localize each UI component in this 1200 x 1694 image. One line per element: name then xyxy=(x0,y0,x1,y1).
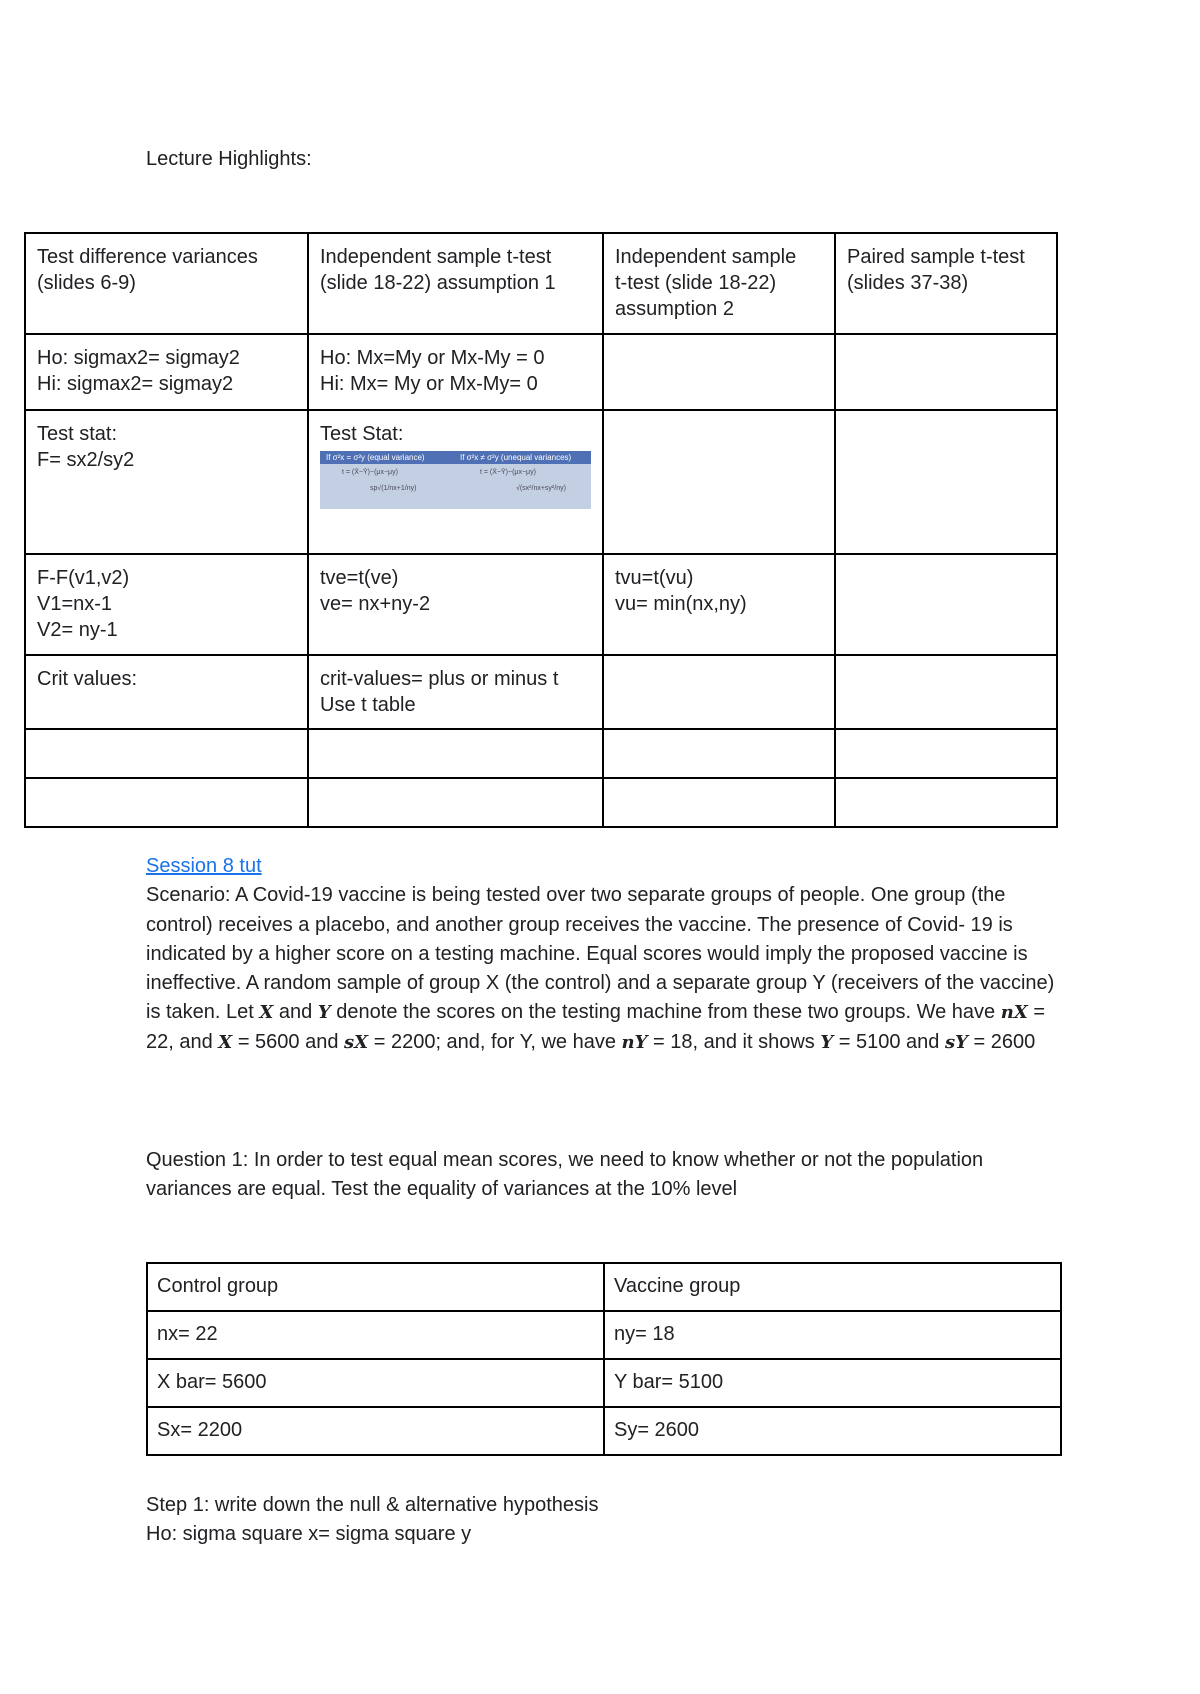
cell-line: F= sx2/sy2 xyxy=(37,449,135,471)
cell-line: vu= min(nx,ny) xyxy=(615,593,747,615)
math-var: Y xyxy=(820,1031,834,1053)
formula-image xyxy=(320,451,591,509)
math-var: X xyxy=(259,1002,274,1024)
formula-glyph: t = (X̄−Ȳ)−(μx−μy) xyxy=(480,469,536,476)
cell-line: Ho: Mx=My or Mx-My = 0 xyxy=(320,347,545,369)
step-1-block xyxy=(146,1491,598,1550)
table-cell xyxy=(835,655,1057,729)
table-row xyxy=(147,1407,1061,1455)
cell-line: (slides 37-38) xyxy=(847,272,969,294)
table-cell: Sx= 2200 xyxy=(147,1407,604,1455)
table-cell xyxy=(25,334,308,410)
cell-line: crit-values= plus or minus t xyxy=(320,668,559,690)
table-cell xyxy=(603,554,835,655)
table-cell: Sy= 2600 xyxy=(604,1407,1061,1455)
table-cell xyxy=(835,334,1057,410)
step-1-title: Step 1: write down the null & alternative hypothesis xyxy=(146,1494,599,1516)
scenario-text-part: and xyxy=(273,1001,318,1024)
cell-line: Test stat: xyxy=(37,423,118,445)
cell-line: t-test (slide 18-22) xyxy=(615,272,777,294)
table-row xyxy=(25,334,1057,410)
table-cell xyxy=(603,729,835,778)
cell-line: Hi: Mx= My or Mx-My= 0 xyxy=(320,373,538,395)
table-cell xyxy=(308,233,603,334)
scenario-text-part: Scenario: A Covid-19 vaccine is being tested over two separate groups of people. One group (the control) receives a placebo, and another group receives the vaccine. The presence of Covid- 19 is indicated by a higher score on a testing machine. Equal scores would imply the proposed vaccine is ineffective. A random sample of group X (the control) and a separate group Y (receivers of the vaccine) is taken. Let xyxy=(146,884,1055,1024)
table-cell: Vaccine group xyxy=(604,1263,1061,1311)
scenario-block xyxy=(146,852,1066,1057)
table-cell xyxy=(603,410,835,554)
cell-line: Crit values: xyxy=(37,668,138,690)
table-cell xyxy=(308,410,603,554)
step-1-null-hypothesis: Ho: sigma square x= sigma square y xyxy=(146,1523,472,1546)
table-cell: ny= 18 xyxy=(604,1311,1061,1359)
cell-line: tve=t(ve) xyxy=(320,567,399,589)
table-cell xyxy=(25,778,308,827)
table-cell xyxy=(835,233,1057,334)
table-cell xyxy=(25,729,308,778)
table-row xyxy=(147,1263,1061,1311)
table-row xyxy=(25,729,1057,778)
table-row xyxy=(25,554,1057,655)
cell-line: Test Stat: xyxy=(320,423,404,445)
formula-glyph: t = (X̄−Ȳ)−(μx−μy) xyxy=(342,469,398,476)
scenario-text-part: = 5600 and xyxy=(232,1030,345,1053)
cell-line: V1=nx-1 xyxy=(37,593,113,615)
table-cell xyxy=(308,334,603,410)
math-var: sY xyxy=(944,1031,968,1053)
table-cell xyxy=(25,655,308,729)
table-cell xyxy=(603,778,835,827)
table-cell: Control group xyxy=(147,1263,604,1311)
math-var: sX xyxy=(344,1031,369,1053)
formula-caption-left: If σ²x = σ²y (equal variance) xyxy=(326,453,425,462)
table-cell: X bar= 5600 xyxy=(147,1359,604,1407)
cell-line: (slide 18-22) assumption 1 xyxy=(320,272,556,294)
formula-glyph: √(sx²/nx+sy²/ny) xyxy=(516,485,566,492)
table-row xyxy=(147,1359,1061,1407)
scenario-text-part: = 2600 xyxy=(967,1030,1036,1053)
table-cell xyxy=(603,233,835,334)
cell-line: Hi: sigmax2= sigmay2 xyxy=(37,373,234,395)
formula-image-header xyxy=(320,451,591,464)
table-cell xyxy=(835,778,1057,827)
scenario-text-part: = 18, and it shows xyxy=(647,1030,821,1053)
scenario-text-part: = 2200; and, for Y, we have xyxy=(368,1030,622,1053)
cell-line: Independent sample xyxy=(615,246,797,268)
table-cell xyxy=(308,655,603,729)
scenario-text-part: = 5100 and xyxy=(833,1030,945,1053)
table-row xyxy=(147,1311,1061,1359)
scenario-text-part: denote the scores on the testing machine from these two groups. We have xyxy=(330,1001,1001,1024)
table-row xyxy=(25,778,1057,827)
cell-line: Ho: sigmax2= sigmay2 xyxy=(37,347,240,369)
table-cell xyxy=(308,778,603,827)
table-cell: Y bar= 5100 xyxy=(604,1359,1061,1407)
math-var: nY xyxy=(621,1031,648,1053)
table-cell xyxy=(25,233,308,334)
cell-line: Paired sample t-test xyxy=(847,246,1025,268)
page-heading: Lecture Highlights: xyxy=(146,148,312,170)
table-row xyxy=(25,655,1057,729)
scenario-text-part: = 22, and xyxy=(146,1001,1046,1053)
formula-glyph: sp√(1/nx+1/ny) xyxy=(370,485,417,492)
table-cell: nx= 22 xyxy=(147,1311,604,1359)
cell-line: V2= ny-1 xyxy=(37,619,118,641)
cell-line: (slides 6-9) xyxy=(37,272,136,294)
table-cell xyxy=(25,410,308,554)
session-link[interactable]: Session 8 tut xyxy=(146,855,262,877)
table-cell xyxy=(835,410,1057,554)
table-cell xyxy=(25,554,308,655)
table-cell xyxy=(603,655,835,729)
cell-line: tvu=t(vu) xyxy=(615,567,694,589)
scenario-text xyxy=(146,884,1054,1052)
formula-caption-right: If σ²x ≠ σ²y (unequal variances) xyxy=(460,453,572,462)
lecture-highlights-table xyxy=(24,232,1058,828)
table-cell xyxy=(308,554,603,655)
table-cell xyxy=(308,729,603,778)
table-cell xyxy=(835,729,1057,778)
cell-line: Test difference variances xyxy=(37,246,258,268)
cell-line: Independent sample t-test xyxy=(320,246,552,268)
question-1: Question 1: In order to test equal mean scores, we need to know whether or not the population variances are equal. Test the equality of variances at the 10% level xyxy=(146,1149,984,1201)
table-row xyxy=(25,410,1057,554)
math-var: nX xyxy=(1000,1002,1028,1024)
table-cell xyxy=(835,554,1057,655)
table-cell xyxy=(603,334,835,410)
group-data-table xyxy=(146,1262,1062,1456)
table-row xyxy=(25,233,1057,334)
cell-line: assumption 2 xyxy=(615,298,734,320)
cell-line: ve= nx+ny-2 xyxy=(320,593,431,615)
cell-line: F-F(v1,v2) xyxy=(37,567,130,589)
math-var: X xyxy=(218,1031,233,1053)
math-var: Y xyxy=(317,1002,331,1024)
cell-line: Use t table xyxy=(320,694,416,716)
